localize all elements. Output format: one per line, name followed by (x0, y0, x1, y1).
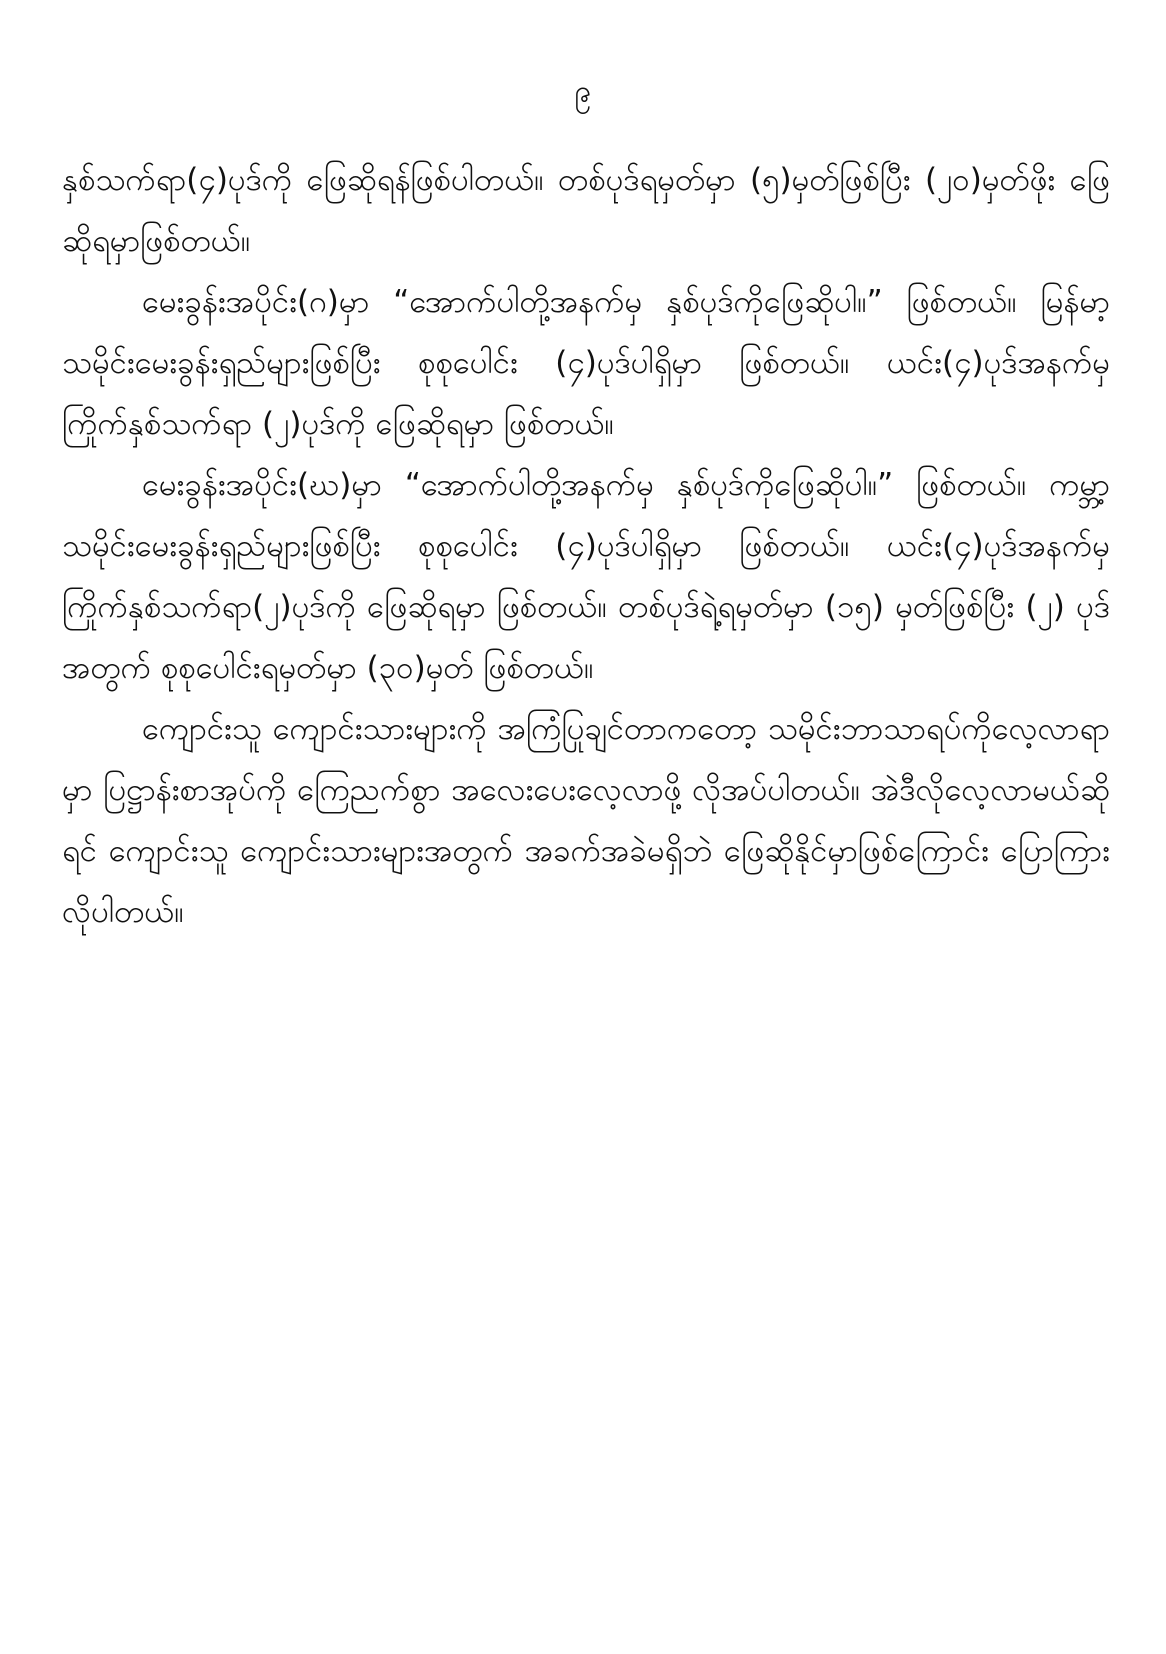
body-text (62, 150, 1110, 943)
paragraph: မေးခွန်းအပိုင်း(ဂ)မှာ “အောက်ပါတို့အနက်မှ နှစ်ပုဒ်ကိုဖြေဆိုပါ။” ဖြစ်တယ်။ မြန်မာ့သမိုင်းမေးခွန်းရှည်များဖြစ်ပြီး စုစုပေါင်း (၄)ပုဒ်ပါရှိမှာ ဖြစ်တယ်။ ယင်း(၄)ပုဒ်အနက်မှ ကြိုက်နှစ်သက်ရာ (၂)ပုဒ်ကို ဖြေဆိုရမှာ ဖြစ်တယ်။ (62, 284, 1110, 442)
paragraph: ကျောင်းသူ ကျောင်းသားများကို အကြံပြုချင်တာကတော့ သမိုင်းဘာသာရပ်ကိုလေ့လာရာမှာ ပြဋ္ဌာန်းစာအုပ်ကို ကြေညက်စွာ အလေးပေးလေ့လာဖို့ လိုအပ်ပါတယ်။ အဲဒီလိုလေ့လာမယ်ဆိုရင် ကျောင်းသူ ကျောင်းသားများအတွက် အခက်အခဲမရှိဘဲ ဖြေဆိုနိုင်မှာဖြစ်ကြောင်း ပြောကြားလိုပါတယ်။ (62, 711, 1110, 930)
page-number: ၉ (574, 74, 592, 109)
paragraph: မေးခွန်းအပိုင်း(ဃ)မှာ “အောက်ပါတို့အနက်မှ နှစ်ပုဒ်ကိုဖြေဆိုပါ။” ဖြစ်တယ်။ ကမ္ဘာ့သမိုင်းမေးခွန်းရှည်များဖြစ်ပြီး စုစုပေါင်း (၄)ပုဒ်ပါရှိမှာ ဖြစ်တယ်။ ယင်း(၄)ပုဒ်အနက်မှ ကြိုက်နှစ်သက်ရာ(၂)ပုဒ်ကို ဖြေဆိုရမှာ ဖြစ်တယ်။ တစ်ပုဒ်ရဲ့ရမှတ်မှာ (၁၅) မှတ်ဖြစ်ပြီး (၂) ပုဒ်အတွက် စုစုပေါင်းရမှတ်မှာ (၃၀)မှတ် ဖြစ်တယ်။ (62, 467, 1110, 686)
paragraph: နှစ်သက်ရာ(၄)ပုဒ်ကို ဖြေဆိုရန်ဖြစ်ပါတယ်။ တစ်ပုဒ်ရမှတ်မှာ (၅)မှတ်ဖြစ်ပြီး (၂၀)မှတ်ဖိုး ဖြေဆိုရမှာဖြစ်တယ်။ (62, 162, 1110, 259)
